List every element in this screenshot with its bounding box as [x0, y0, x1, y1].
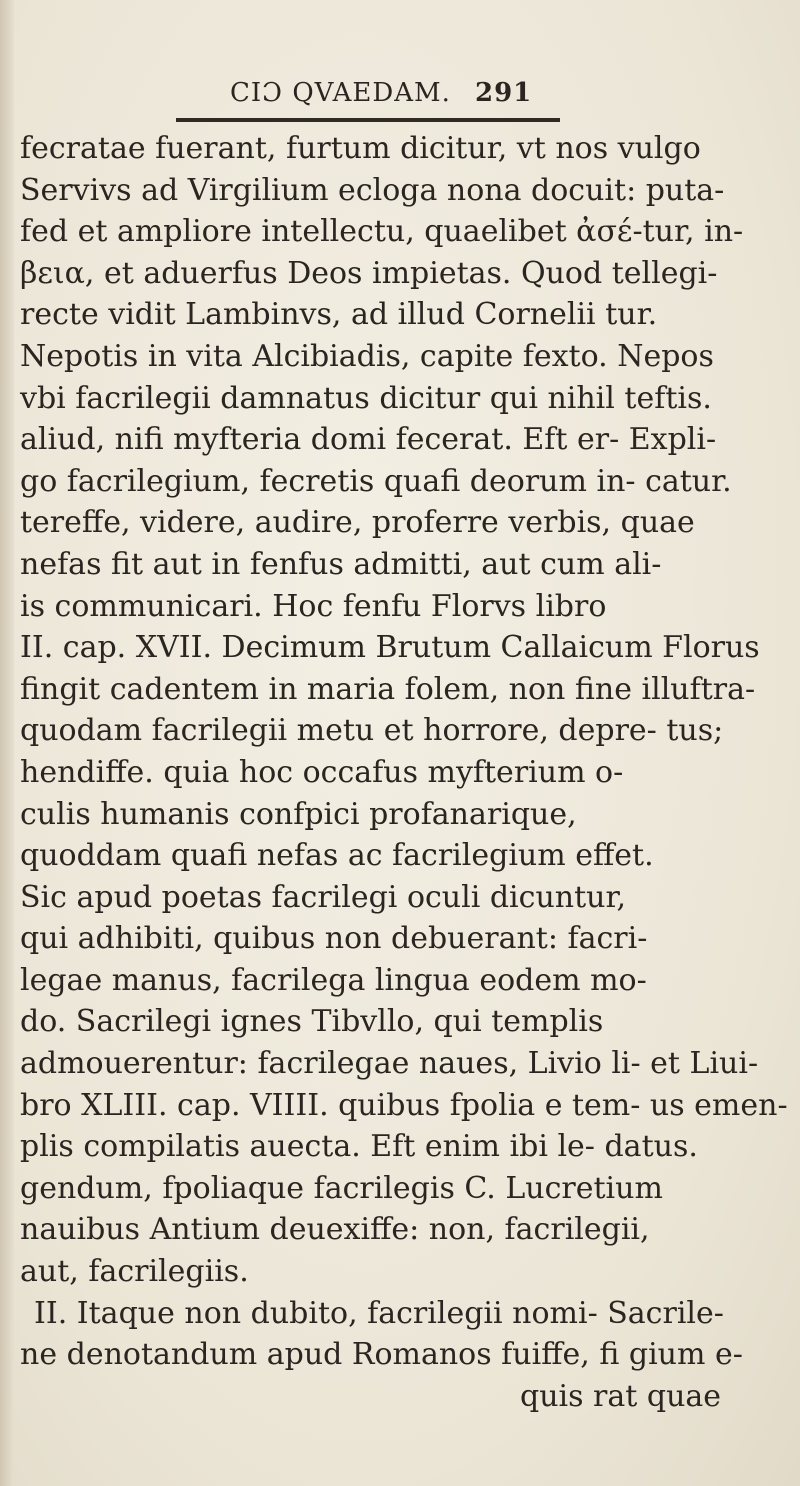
text-line: nefas fit aut in fenfus admitti, aut cum ali-	[20, 546, 662, 582]
text-line: quis rat quae	[520, 1378, 722, 1414]
text-line: Nepotis in vita Alcibiadis, capite fexto. Nepos	[20, 338, 714, 374]
text-line: qui adhibiti, quibus non debuerant: facri-	[20, 921, 648, 957]
text-line: nauibus Antium deuexiffe: non, facrilegii,	[20, 1212, 650, 1248]
text-line: culis humanis confpici profanarique,	[20, 796, 577, 832]
text-line: hendiffe. quia hoc occafus myfterium o-	[20, 754, 624, 790]
text-line: aut, facrilegiis.	[20, 1254, 249, 1290]
text-line: II. Itaque non dubito, facrilegii nomi- Sacrile-	[34, 1295, 724, 1331]
text-line: recte vidit Lambinvs, ad illud Cornelii tur.	[20, 297, 658, 333]
text-line: fed et ampliore intellectu, quaelibet ἀσέ-tur, in-	[20, 214, 744, 250]
text-line: admouerentur: facrilegae naues, Livio li- et Liui-	[20, 1046, 759, 1082]
text-line: II. cap. XVII. Decimum Brutum Callaicum Florus	[20, 630, 760, 666]
text-line: vbi facrilegii damnatus dicitur qui nihil teftis.	[20, 380, 712, 416]
text-line: is communicari. Hoc fenfu Florvs libro	[20, 588, 607, 624]
text-line: Servivs ad Virgilium ecloga nona docuit: puta-	[20, 172, 725, 208]
page-number: 291	[475, 78, 533, 108]
text-line: quoddam quafi nefas ac facrilegium effet.	[20, 838, 654, 874]
text-line: quodam facrilegii metu et horrore, depre- tus;	[20, 713, 724, 749]
body-text	[20, 128, 788, 1417]
text-line: ne denotandum apud Romanos fuiffe, fi gium e-	[20, 1337, 743, 1373]
page-edge	[0, 0, 14, 1486]
running-header	[190, 78, 550, 118]
text-line: tereffe, videre, audire, proferre verbis, quae	[20, 505, 695, 541]
text-line: βεια, et aduerfus Deos impietas. Quod tellegi-	[20, 255, 718, 291]
text-line: do. Sacrilegi ignes Tibvllo, qui templis	[20, 1004, 604, 1040]
header-rule	[176, 118, 560, 122]
text-line: go facrilegium, fecretis quafi deorum in- catur.	[20, 463, 732, 499]
text-line: gendum, fpoliaque facrilegis C. Lucretium	[20, 1170, 663, 1206]
header-title: CIƆ QVAEDAM.	[230, 78, 451, 108]
text-line: plis compilatis auecta. Eft enim ibi le- datus.	[20, 1129, 698, 1165]
text-line: bro XLIII. cap. VIIII. quibus fpolia e tem- us emen-	[20, 1087, 788, 1123]
text-line: aliud, nifi myfteria domi fecerat. Eft er- Expli-	[20, 422, 717, 458]
text-line: fecratae fuerant, furtum dicitur, vt nos vulgo	[20, 131, 701, 166]
text-line: fingit cadentem in maria folem, non fine illuftra-	[20, 671, 756, 707]
text-line: legae manus, facrilega lingua eodem mo-	[20, 962, 647, 998]
text-line: Sic apud poetas facrilegi oculi dicuntur,	[20, 879, 627, 915]
